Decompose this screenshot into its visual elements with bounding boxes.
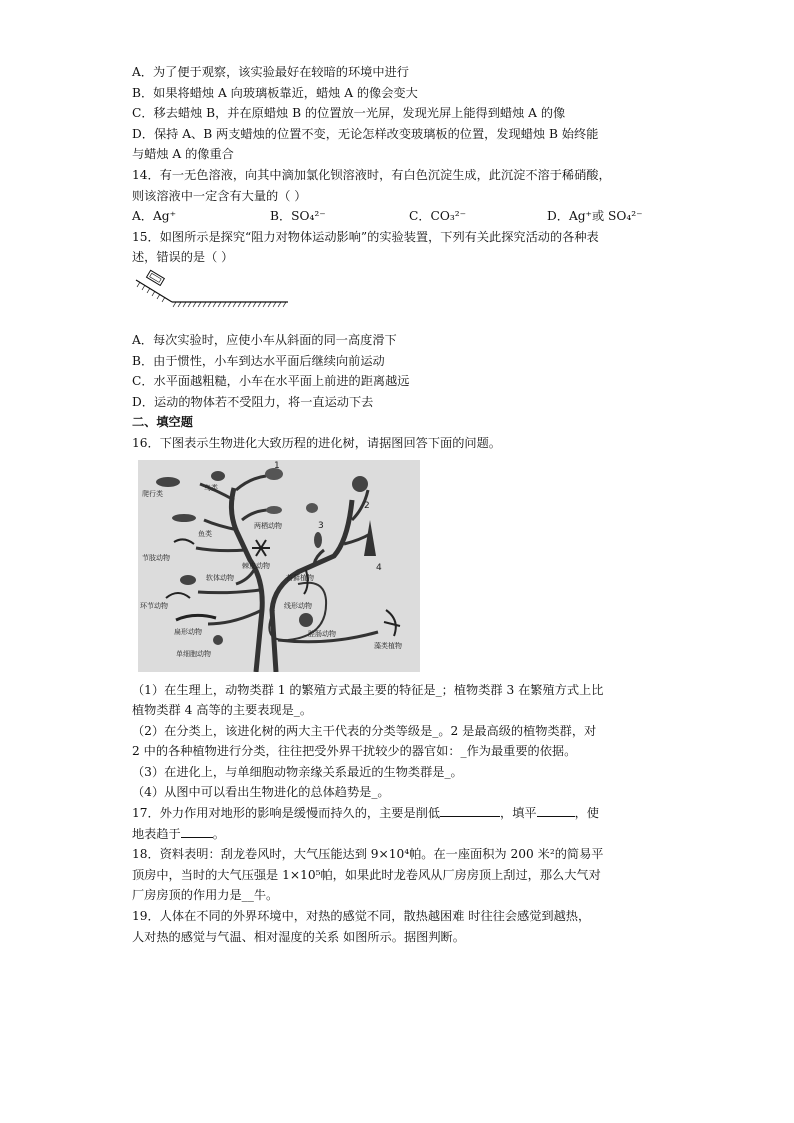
- q15-option-a: A．每次实验时，应使小车从斜面的同一高度滑下: [132, 332, 397, 347]
- tree-label-annelid: 环节动物: [140, 601, 168, 610]
- tree-label-protozoa: 单细胞动物: [176, 649, 211, 658]
- q16-part-1b: 植物类群 4 高等的主要表现是_。: [132, 703, 313, 718]
- q15-stem-1: 15．如图所示是探究“阻力对物体运动影响”的实验装置，下列有关此探究活动的各种表: [132, 229, 599, 244]
- tree-label-coelenterate: 腔肠动物: [308, 629, 336, 638]
- q15-option-d: D．运动的物体若不受阻力，将一直运动下去: [132, 394, 374, 409]
- q14-options: [132, 206, 652, 227]
- q13-option-d: D．保持 A、B 两支蜡烛的位置不变，无论怎样改变玻璃板的位置，发现蜡烛 B 始终能: [132, 126, 599, 141]
- q17-text-a: 17．外力作用对地形的影响是缓慢而持久的，主要是削低: [132, 806, 441, 821]
- q16-stem: 16．下图表示生物进化大致历程的进化树，请据图回答下面的问题。: [132, 435, 501, 450]
- q13-option-b: B．如果将蜡烛 A 向玻璃板靠近，蜡烛 A 的像会变大: [132, 85, 418, 100]
- q14-option-d: D．Ag⁺或 SO₄²⁻: [547, 209, 643, 224]
- tree-label-nematode: 线形动物: [284, 601, 312, 610]
- tree-label-1: 1: [274, 460, 280, 471]
- q17-blank-3: [181, 825, 213, 838]
- q19-line-1: 19．人体在不同的外界环境中，对热的感觉不同，散热越困难 时往往会感觉到越热，: [132, 909, 591, 924]
- q13-option-a: A．为了便于观察，该实验最好在较暗的环境中进行: [132, 65, 409, 79]
- q13-option-c: C．移去蜡烛 B，并在原蜡烛 B 的位置放一光屏，发现光屏上能得到蜡烛 A 的像: [132, 106, 566, 121]
- tree-label-arthropod: 节肢动物: [142, 553, 170, 562]
- q18-line-2: 顶房中，当时的大气压强是 1×10⁵帕，如果此时龙卷风从厂房房顶上刮过，那么大气对: [132, 867, 601, 882]
- q17-text-d: 地表趋于: [132, 826, 181, 841]
- q14-stem-2: 则该溶液中一定含有大量的（ ）: [132, 188, 307, 203]
- q18-line-3: 厂房房顶的作用力是__牛。: [132, 888, 279, 903]
- q17-blank-2: [537, 804, 575, 817]
- section-heading: 二、填空题: [132, 415, 193, 430]
- incline-figure: [132, 268, 652, 330]
- tree-label-echinoderm: 棘皮动物: [242, 561, 270, 570]
- q15-option-c: C．水平面越粗糙，小车在水平面上前进的距离越远: [132, 374, 410, 389]
- q17-line-2: [132, 824, 652, 845]
- q17-blank-1: [440, 804, 500, 817]
- q18-line-1: 18．资料表明：刮龙卷风时，大气压能达到 9×10⁴帕。在一座面积为 200 米²的简易平: [132, 847, 604, 862]
- tree-label-fish: 鱼类: [198, 529, 212, 538]
- q14-stem-1: 14．有一无色溶液，向其中滴加氯化钡溶液时，有白色沉淀生成，此沉淀不溶于稀硝酸，: [132, 167, 611, 182]
- tree-label-mollusk: 软体动物: [206, 573, 234, 582]
- q16-part-2b: 2 中的各种植物进行分类，往往把受外界干扰较少的器官如：_作为最重要的依据。: [132, 744, 577, 759]
- tree-label-3: 3: [318, 520, 324, 531]
- q14-option-b: B．SO₄²⁻: [270, 209, 326, 224]
- q17-line-1: [132, 803, 652, 824]
- q14-option-c: C．CO₃²⁻: [409, 209, 467, 224]
- q15-option-b: B．由于惯性，小车到达水平面后继续向前运动: [132, 353, 385, 368]
- q17-text-e: 。: [212, 826, 225, 841]
- q16-part-2a: （2）在分类上，该进化树的两大主干代表的分类等级是_。2 是最高级的植物类群，对: [132, 723, 597, 738]
- q14-option-a: A．Ag⁺: [132, 209, 177, 224]
- tree-label-moss: 苔藓植物: [286, 573, 314, 582]
- q19-line-2: 人对热的感觉与气温、相对湿度的关系 如图所示。据图判断。: [132, 929, 465, 944]
- evolution-tree-figure: [138, 460, 420, 672]
- tree-label-flatworm: 扁形动物: [174, 627, 202, 636]
- q13-option-d-cont: 与蜡烛 A 的像重合: [132, 147, 234, 162]
- q17-text-b: ，填平: [500, 806, 537, 821]
- tree-label-4: 4: [376, 562, 382, 573]
- tree-label-algae: 藻类植物: [374, 641, 402, 650]
- q16-part-3: （3）在进化上，与单细胞动物亲缘关系最近的生物类群是_。: [132, 764, 463, 779]
- tree-label-bird: 鸟类: [204, 483, 218, 492]
- tree-label-amphibian: 两栖动物: [254, 521, 282, 530]
- q16-part-1a: （1）在生理上，动物类群 1 的繁殖方式最主要的特征是_；植物类群 3 在繁殖方式上比: [132, 682, 604, 697]
- q17-text-c: ，使: [574, 806, 599, 821]
- tree-label-2: 2: [364, 500, 370, 511]
- q15-stem-2: 述，错误的是（ ）: [132, 250, 234, 265]
- document-page: [132, 62, 652, 947]
- tree-label-reptile: 爬行类: [142, 489, 163, 498]
- q16-part-4: （4）从图中可以看出生物进化的总体趋势是_。: [132, 785, 390, 800]
